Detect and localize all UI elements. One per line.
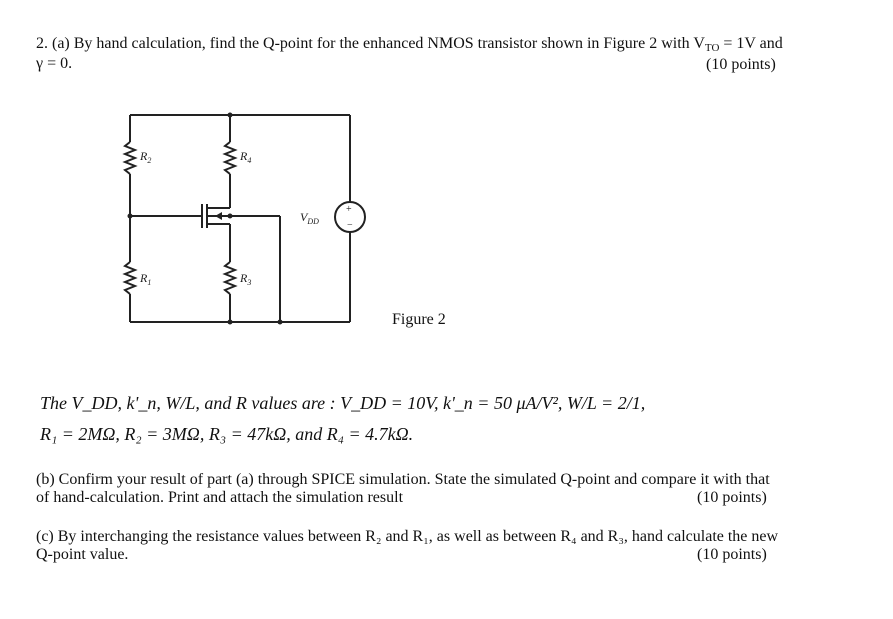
label-vdd: $V_{DD}$	[300, 210, 319, 226]
values-line2: R₁ = 2MΩ, R₂ = 3MΩ, R₃ = 47kΩ, and R₄ = 4.7kΩ.	[40, 424, 414, 444]
arrow-icon	[215, 212, 222, 220]
label-r2: $R_2$	[140, 149, 152, 165]
question-a-points: (10 points)	[706, 56, 776, 73]
question-b-points: (10 points)	[697, 489, 767, 506]
resistor-r1	[125, 262, 135, 294]
question-c-line2: Q-point value.	[36, 546, 129, 563]
question-a-line2: γ = 0.	[36, 55, 73, 72]
minus-sign: −	[347, 220, 353, 231]
circuit-diagram	[110, 100, 390, 340]
figure-caption: Figure 2	[392, 311, 446, 328]
question-c-points: (10 points)	[697, 546, 767, 563]
resistor-r3	[225, 262, 235, 294]
values-line1: The V_DD, k'_n, W/L, and R values are : V_DD = 10V, k'_n = 50 μA/V², W/L = 2/1,	[40, 393, 646, 413]
question-a-line1: 2. (a) By hand calculation, find the Q-point for the enhanced NMOS transistor shown in Figure 2 with VTO = 1V and	[36, 35, 783, 54]
label-r4: $R_4$	[240, 149, 252, 165]
question-b-line2: of hand-calculation. Print and attach the simulation result	[36, 489, 404, 506]
question-c-line1: (c) By interchanging the resistance values between R₂ and R₁, as well as between R₄ and R₃, hand calculate the new	[36, 528, 779, 545]
resistor-r4	[225, 142, 235, 174]
label-r1: $R_1$	[140, 271, 152, 287]
label-r3: $R_3$	[240, 271, 252, 287]
resistor-r2	[125, 142, 135, 174]
question-b-line1: (b) Confirm your result of part (a) through SPICE simulation. State the simulated Q-point and compare it with that	[36, 471, 770, 488]
plus-sign: +	[346, 204, 352, 215]
